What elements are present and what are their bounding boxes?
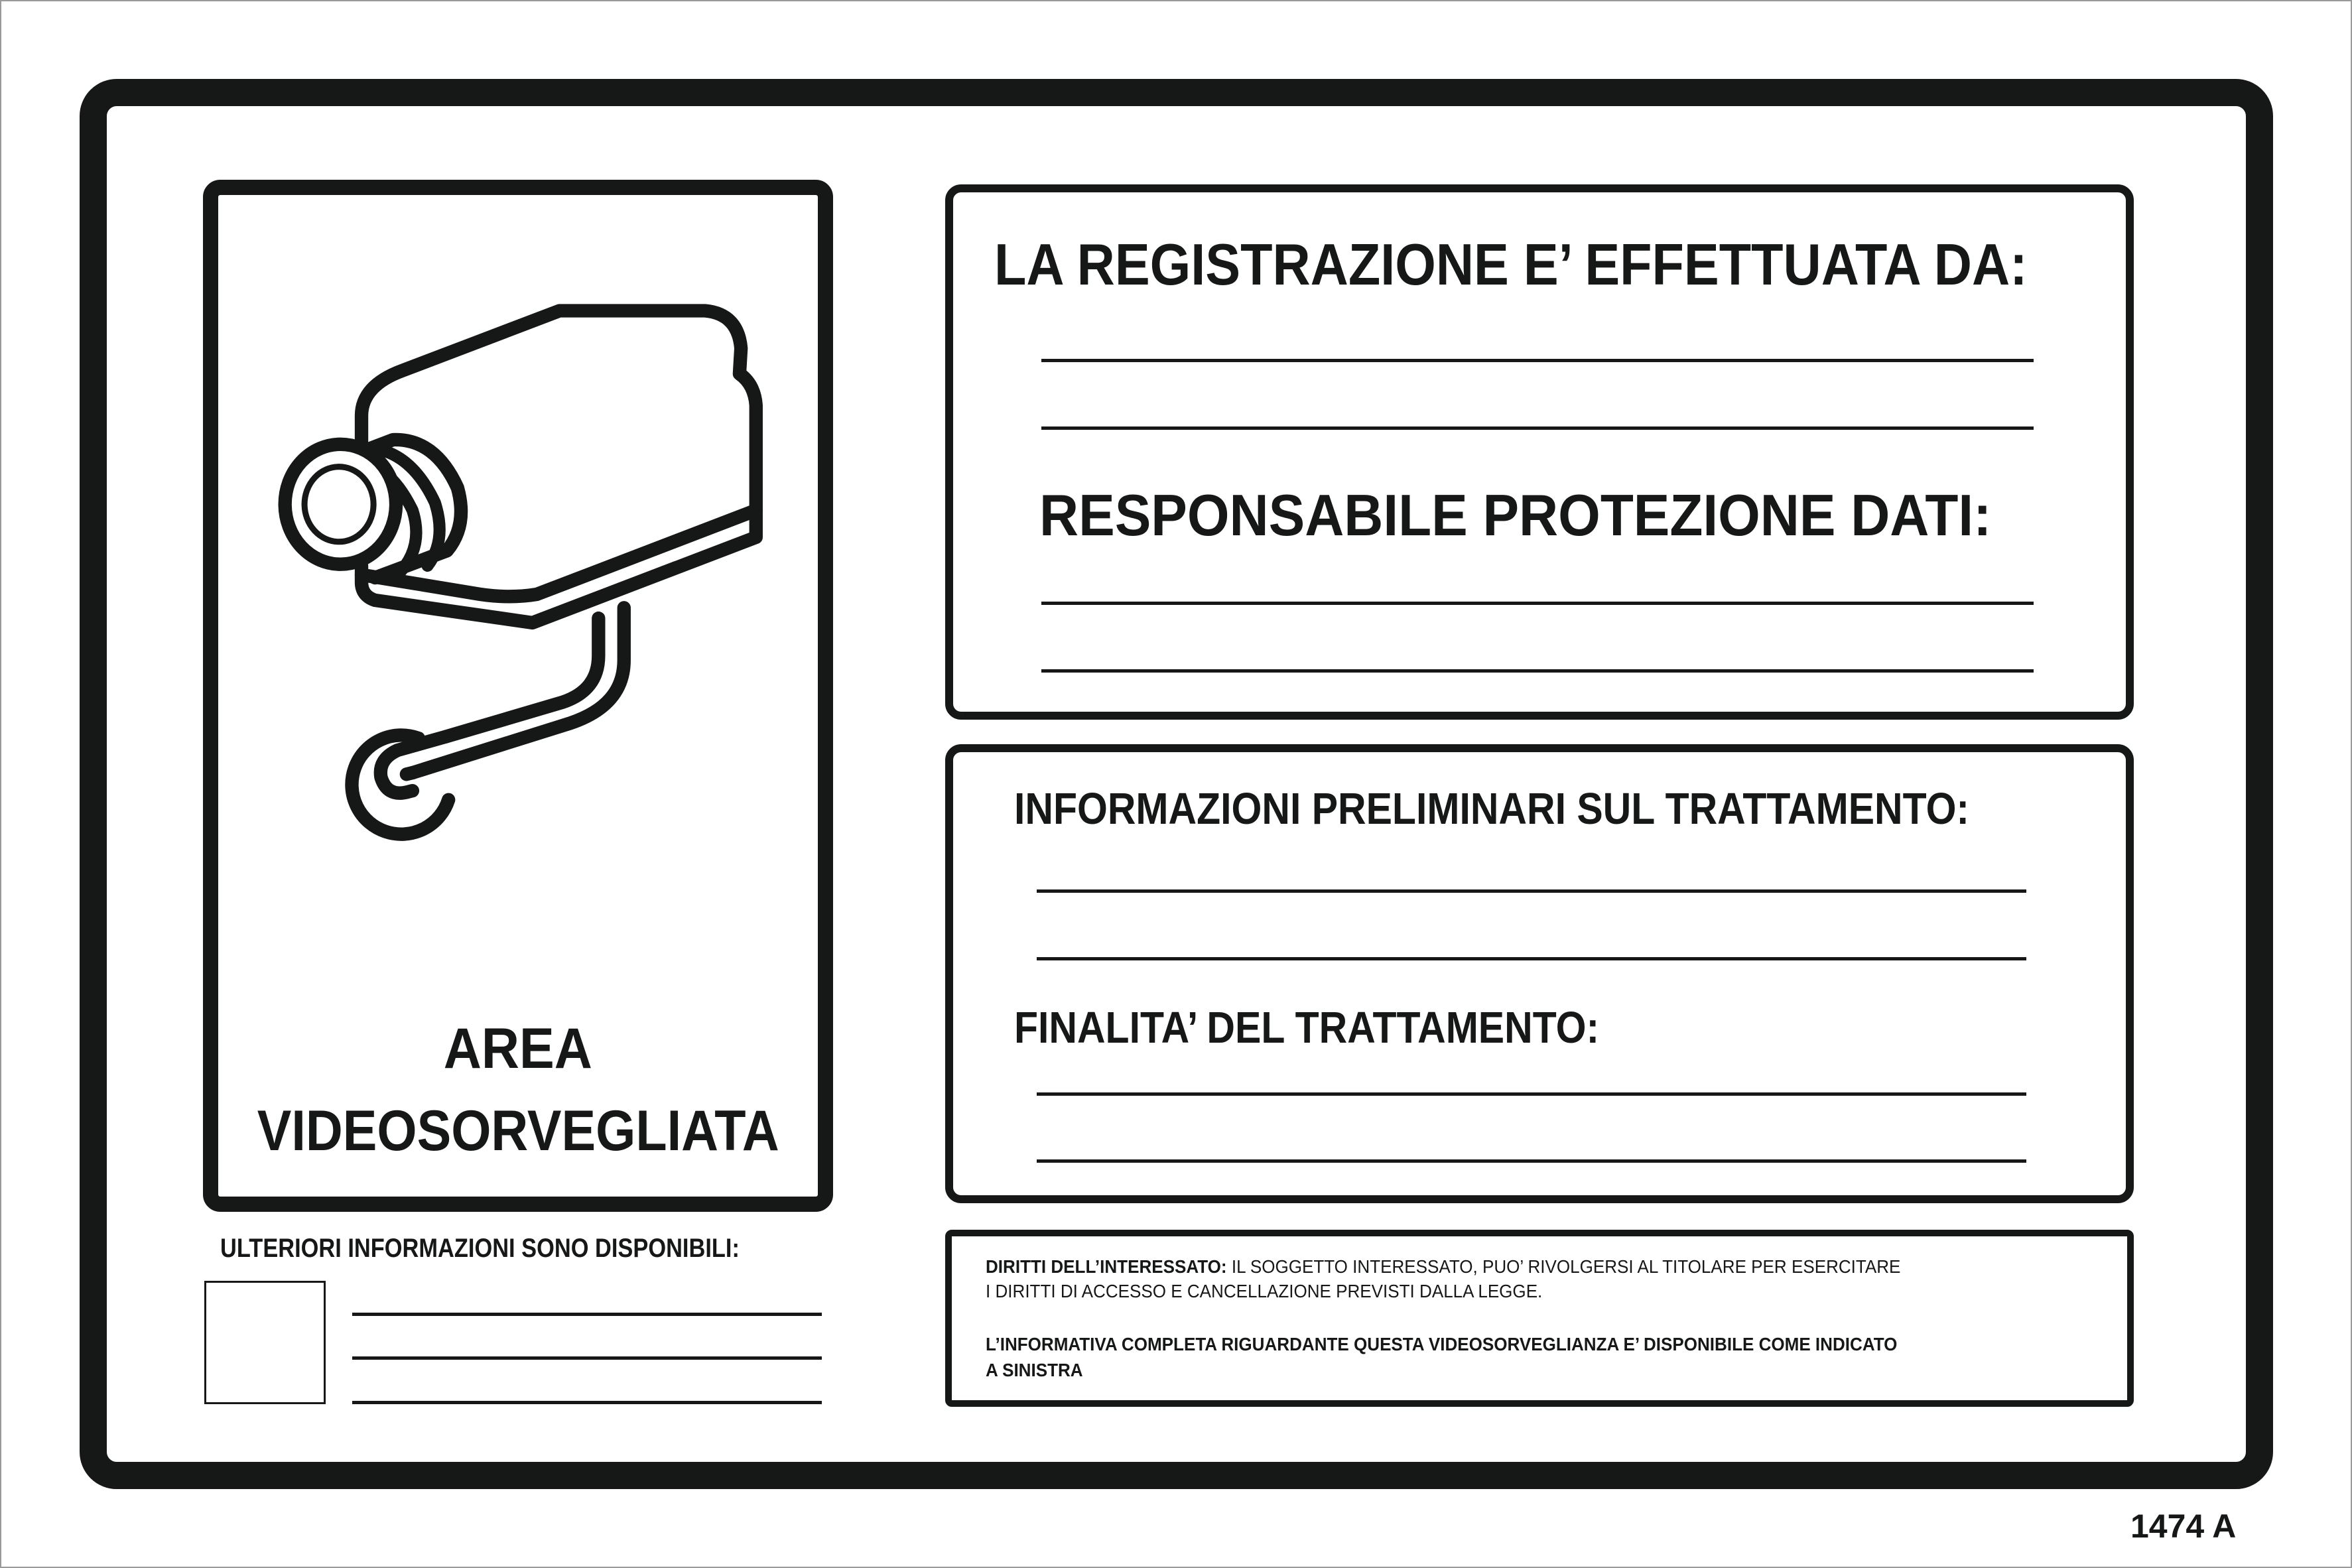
preliminary-info-fill-line-2 (1037, 957, 2026, 960)
more-info-fill-line-3 (352, 1401, 822, 1404)
purpose-fill-line-1 (1037, 1092, 2026, 1096)
dpo-fill-line-1 (1041, 602, 2034, 605)
dpo-fill-line-2 (1041, 669, 2034, 673)
rights-label: DIRITTI DELL’INTERESSATO: (986, 1256, 1227, 1277)
qr-code-placeholder (204, 1281, 326, 1404)
more-info-fill-line-1 (352, 1313, 822, 1316)
rights-text-line-1 (986, 1258, 1969, 1276)
more-info-label: ULTERIORI INFORMAZIONI SONO DISPONIBILI: (220, 1234, 740, 1263)
purpose-fill-line-2 (1037, 1159, 2026, 1163)
preliminary-info-heading: INFORMAZIONI PRELIMINARI SUL TRATTAMENTO: (1014, 784, 1970, 834)
rights-text: IL SOGGETTO INTERESSATO, PUO’ RIVOLGERSI AL TITOLARE PER ESERCITARE (1226, 1256, 1901, 1277)
dpo-heading: RESPONSABILE PROTEZIONE DATI: (1039, 482, 1992, 548)
notice-text-line-2: A SINISTRA (986, 1360, 1083, 1380)
preliminary-info-fill-line-1 (1037, 889, 2026, 893)
videosorvegliata-title: VIDEOSORVEGLIATA (257, 1099, 779, 1163)
recording-by-fill-line-1 (1041, 359, 2034, 362)
recording-by-heading: LA REGISTRAZIONE E’ EFFETTUATA DA: (994, 231, 2028, 297)
purpose-heading: FINALITA’ DEL TRATTAMENTO: (1014, 1003, 1600, 1053)
area-title: AREA (443, 1017, 593, 1080)
product-code: 1474 A (2130, 1508, 2237, 1545)
more-info-fill-line-2 (352, 1356, 822, 1360)
recording-by-fill-line-2 (1041, 426, 2034, 430)
rights-text-line-2: I DIRITTI DI ACCESSO E CANCELLAZIONE PREVISTI DALLA LEGGE. (986, 1281, 1543, 1301)
notice-text-line-1: L’INFORMATIVA COMPLETA RIGUARDANTE QUESTA VIDEOSORVEGLIANZA E’ DISPONIBILE COME INDICATO (986, 1334, 1898, 1354)
